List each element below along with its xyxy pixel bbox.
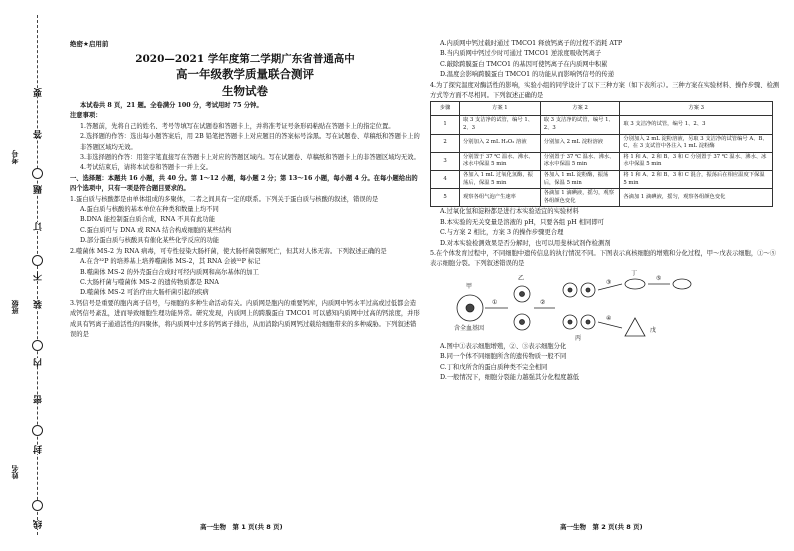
cell-ding <box>625 279 645 289</box>
step-1: ① <box>492 298 498 306</box>
label-jia: 甲 <box>466 282 473 290</box>
note-item: 1.答题前，先将自己的姓名、考号等填写在试题卷和答题卡上，并将准考证号条形码粘贴在答题卡上的指定位置。 <box>80 122 395 130</box>
exam-intro: 本试卷共 8 页，21 题。全卷满分 100 分，考试用时 75 分钟。 <box>80 102 263 109</box>
binding-word: 题 <box>34 185 44 194</box>
option: C.蛋白质可与 DNA 或 RNA 结合构成细胞的某些结构 <box>80 226 232 234</box>
section-heading: 一、选择题：本题共 16 小题，共 40 分。第 1～12 小题，每小题 2 分；第 13～16 小题，每小题 4 分。在每小题给出的四个选项中，只有一项是符合题目要求的。 <box>70 174 418 193</box>
table-cell: 取 3 支洁净的试管，编号 1、2、3 <box>620 116 773 134</box>
note-item: 4.考试结束后，请将本试卷和答题卡一并上交。 <box>80 164 212 172</box>
table-cell: 分别加入 2 mL 淀粉溶液，另取 3 支洁净的试管编号 A、B、C，在 3 支试管中各注入 1 mL 淀粉酶 <box>620 134 773 152</box>
question-2: 2.噬菌体 MS-2 为 RNA 病毒，可专性侵染大肠杆菌，使大肠杆菌裂解死亡，但其对人体无害。下列叙述正确的是 <box>70 247 387 255</box>
question-5: 5.在个体发育过程中，不同细胞中遗传信息的执行情况不同。下图表示真核细胞的增殖和分化过程，甲～戊表示细胞，①～⑤表示细胞分裂。下列叙述错误的是 <box>430 250 777 268</box>
right-page-body <box>430 39 780 383</box>
table-cell: 将 1 和 A、2 和 B、3 和 C 混合，振荡后在相应温度下保温 5 min <box>620 171 773 189</box>
option: D.温度会影响跨膜蛋白 TMCO1 的功能从而影响钙信号的传递 <box>440 71 614 79</box>
option: D.一般情况下，细胞分裂能力越强其分化程度越低 <box>440 374 580 382</box>
nucleus <box>520 291 525 296</box>
table-cell: 分别加入 2 mL H₂O₂ 溶液 <box>460 134 541 152</box>
label-gene-note: 含全血基因 <box>454 324 485 332</box>
binding-hole-circle <box>32 255 43 266</box>
binding-hole-circle <box>32 425 43 436</box>
table-cell: 2 <box>431 134 460 152</box>
cell-division-figure <box>430 270 770 342</box>
step-4: ④ <box>606 314 612 322</box>
option: A.蛋白质与核酸的基本单位在种类和数量上均不同 <box>80 206 219 214</box>
table-cell: 3 <box>431 152 460 170</box>
table-cell: 各滴加 1 滴碘液，摇匀，观察各组颜色变化 <box>540 189 620 207</box>
binding-word: 内 <box>34 358 44 367</box>
option: C.敲除跨膜蛋白 TMCO1 的基因可使钙离子在内质网中积累 <box>440 60 608 68</box>
binding-word: 订 <box>34 222 44 231</box>
cell-wu <box>625 318 645 336</box>
option: C.丁和戊所含的蛋白质种类不完全相同 <box>440 363 548 371</box>
option: A.图中①表示细胞增殖，②、③表示细胞分化 <box>440 342 567 350</box>
page-footer: 高一生物 第 1 页(共 8 页) <box>200 523 283 531</box>
label-ding: 丁 <box>631 269 638 277</box>
binding-word: 答 <box>34 130 44 139</box>
option: D.对本实验检测效果是否分解时，也可以用斐林试剂作检测剂 <box>440 239 611 247</box>
table-row <box>431 189 773 207</box>
binding-word: 封 <box>34 445 44 454</box>
option: B.当内质网中钙过少时可通过 TMCO1 逆浓度吸收钙离子 <box>440 50 602 58</box>
table-cell: 观察各组气泡产生速率 <box>460 189 541 207</box>
option: A.过氧化氢和淀粉都是进行本实验适宜的实验材料 <box>440 208 579 216</box>
binding-word: 线 <box>34 520 44 529</box>
label-bing: 丙 <box>575 334 582 342</box>
exam-title-line2: 高一年级教学质量联合测评 <box>176 67 314 81</box>
page-footer: 高一生物 第 2 页(共 8 页) <box>560 523 643 531</box>
table-cell: 取 3 支洁净的试管，编号 1、2、3 <box>460 116 541 134</box>
secret-label: 绝密★启用前 <box>70 40 109 48</box>
table-cell: 各加入 1 mL 淀粉酶，振荡后，保温 5 min <box>540 171 620 189</box>
note-item: 2.选择题的作答：选出每小题答案后，用 2B 铅笔把答题卡上对应题目的答案标号涂黑。写在试题卷、草稿纸和答题卡上的非答题区域均无效。 <box>80 133 420 151</box>
nucleus <box>586 320 590 324</box>
binding-hole-circle <box>32 168 43 179</box>
exam-title-line1: 2020—2021 学年度第二学期广东省普通高中 <box>135 53 355 65</box>
table-cell: 1 <box>431 116 460 134</box>
table-header-cell: 方案 3 <box>620 102 773 116</box>
notes-title: 注意事项： <box>70 112 102 120</box>
table-cell: 4 <box>431 171 460 189</box>
binding-word: 不 <box>34 272 44 281</box>
left-page-body <box>70 101 420 340</box>
question-4: 4.为了探究温度对酶活性的影响，实验小组的同学设计了以下三种方案（如下表所示）。三种方案在实验材料、操作步骤、检测方式等方面不尽相同。下列叙述正确的是 <box>430 81 780 100</box>
table-header-row <box>431 102 773 116</box>
nucleus <box>520 319 525 324</box>
table-cell: 5 <box>431 189 460 207</box>
label-wu: 戊 <box>650 326 657 334</box>
nucleus <box>568 320 572 324</box>
question-3: 3.钙信号是重要的胞内离子信号，与细胞的多种生命活动有关。内质网是胞内的重要钙库，内质网中钙水平过高或过低都会造成钙信号紊乱，进而导致细胞生理功能异常。研究发现，内质网上的跨膜蛋白 TMCO1 可以感知内质网中过高的钙浓度，并形成具有钙离子通道活性的四聚体，将内质网中过多的钙离子排出，从而消除内质网钙过载给细胞带来的多种威胁。下列叙述错误的是 <box>70 299 420 338</box>
experiment-table <box>430 101 773 207</box>
option: D.部分蛋白质与核酸具有催化某些化学反应的功能 <box>80 237 220 245</box>
nucleus <box>586 288 590 292</box>
nucleus <box>568 288 572 292</box>
binding-margin <box>0 0 60 551</box>
table-row <box>431 171 773 189</box>
nucleus <box>466 304 474 312</box>
option: C.与方案 2 相比，方案 3 的操作步骤更合理 <box>440 229 564 237</box>
table-row <box>431 152 773 170</box>
table-header-cell: 步骤 <box>431 102 460 116</box>
binding-hole-circle <box>32 340 43 351</box>
table-row <box>431 116 773 134</box>
cell <box>673 279 691 289</box>
option: D.噬菌体 MS-2 可治疗由大肠杆菌引起的疾病 <box>80 289 209 297</box>
table-header-cell: 方案 1 <box>460 102 541 116</box>
cell-division-diagram <box>430 270 770 342</box>
question-1: 1.蛋白质与核酸都是由单体组成的多聚体，二者之间具有一定的联系。下列关于蛋白质与核酸的叙述，错误的是 <box>70 195 379 203</box>
field-label-exam-number: 考号 <box>11 150 19 164</box>
table-cell: 各滴加 1 滴碘液，摇匀，观察各组颜色变化 <box>620 189 773 207</box>
table-cell: 各加入 1 mL 过氧化氢酶，振荡后，保温 5 min <box>460 171 541 189</box>
arrow-4 <box>598 322 622 328</box>
table-cell: 分别加入 2 mL 淀粉溶液 <box>540 134 620 152</box>
table-cell: 分别置于 37 ℃ 温水、沸水、冰水中保温 5 min <box>460 152 541 170</box>
label-yi: 乙 <box>518 274 525 282</box>
binding-word: 要 <box>34 88 44 97</box>
note-item: 3.非选择题的作答：用签字笔直接写在答题卡上对应的答题区域内。写在试题卷、草稿纸和答题卡上的非答题区域均无效。 <box>80 154 420 162</box>
option: B.本实验的无关变量是溶液的 pH，只要各组 pH 相同即可 <box>440 218 604 226</box>
step-3: ③ <box>606 278 612 286</box>
option: C.大肠杆菌与噬菌体 MS-2 的遗传物质都是 RNA <box>80 278 219 286</box>
exam-subject-title: 生物试卷 <box>222 84 268 98</box>
option: B.DNA 能控制蛋白质合成，RNA 不具有此功能 <box>80 216 215 224</box>
table-header-cell: 方案 2 <box>540 102 620 116</box>
option: B.同一个体不同细胞所含的遗传物质一般不同 <box>440 353 567 361</box>
field-label-name: 姓名 <box>11 465 19 479</box>
step-2: ② <box>540 298 546 306</box>
table-cell: 将 1 和 A、2 和 B、3 和 C 分别置于 37 ℃ 温水、沸水、冰水中保温 5 min <box>620 152 773 170</box>
table-row <box>431 134 773 152</box>
field-label-class: 班级 <box>11 300 19 314</box>
binding-hole-circle <box>32 500 43 511</box>
step-5: ⑤ <box>656 274 662 282</box>
option: A.在含³²P 的培养基上培养噬菌体 MS-2，其 RNA 会被³²P 标记 <box>80 258 261 266</box>
binding-word: 装 <box>34 300 44 309</box>
table-cell: 取 3 支洁净的试管，编号 1、2、3 <box>540 116 620 134</box>
option: A.内质网中钙过载时通过 TMCO1 释放钙离子的过程不消耗 ATP <box>440 40 623 47</box>
option: B.噬菌体 MS-2 的外壳蛋白合成时可经内质网和高尔基体的加工 <box>80 268 259 276</box>
table-cell: 分别置于 37 ℃ 温水、沸水、冰水中保温 5 min <box>540 152 620 170</box>
binding-word: 密 <box>34 395 44 404</box>
